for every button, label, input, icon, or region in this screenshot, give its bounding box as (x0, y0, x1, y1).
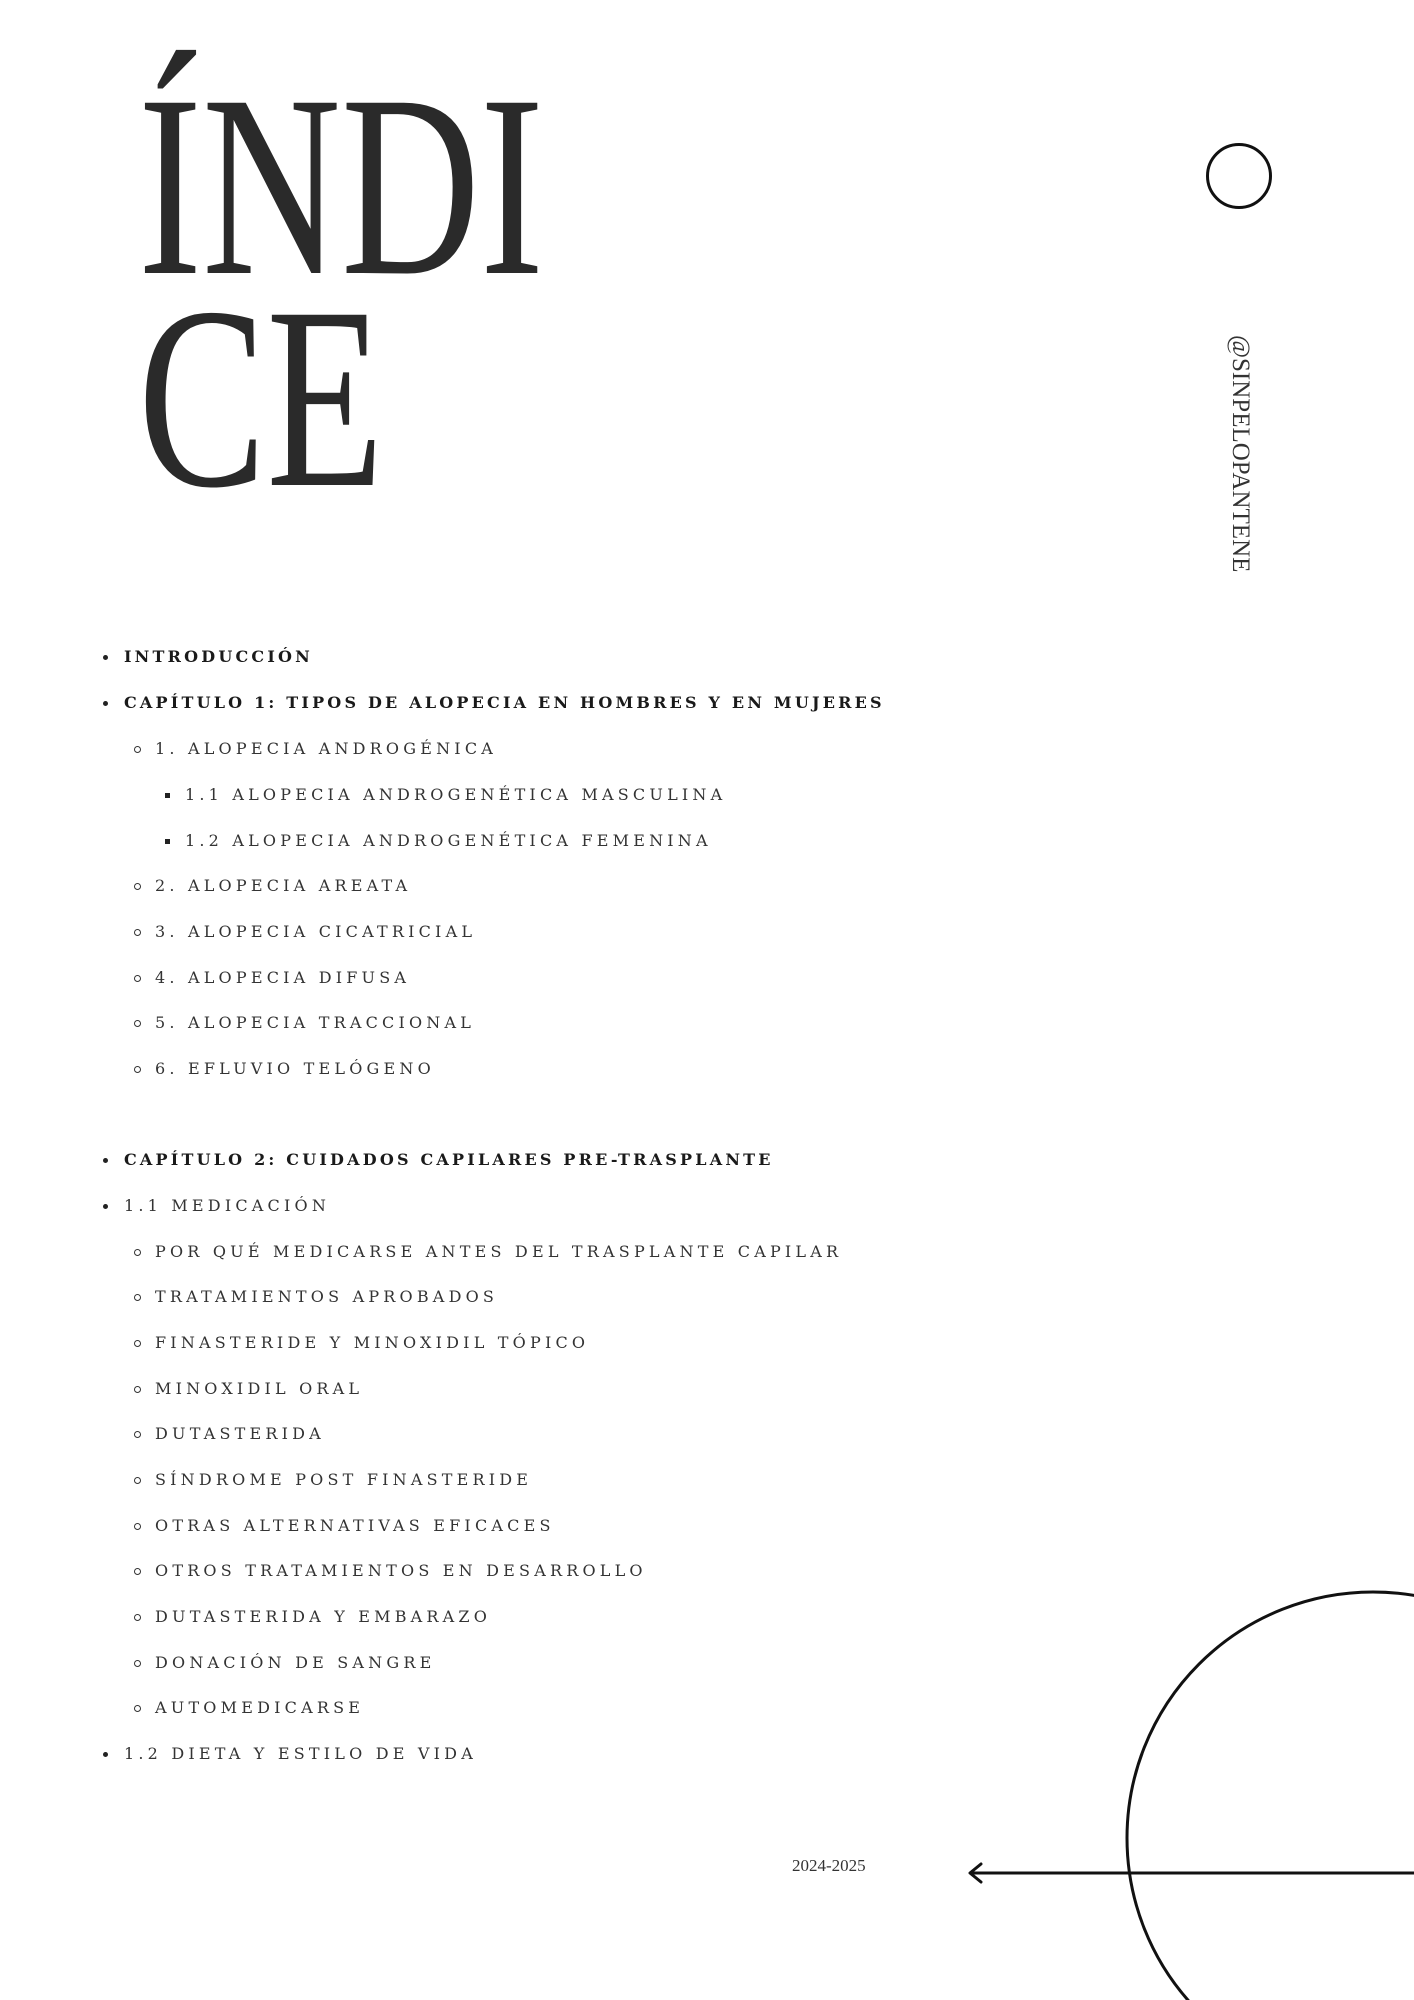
toc-item-label: 3. ALOPECIA CICATRICIAL (155, 922, 477, 941)
toc-item-label: DUTASTERIDA Y EMBARAZO (155, 1607, 492, 1626)
toc-item-label: FINASTERIDE Y MINOXIDIL TÓPICO (155, 1333, 590, 1352)
toc-item-label: 6. EFLUVIO TELÓGENO (155, 1059, 435, 1078)
toc-item-label: DUTASTERIDA (155, 1424, 325, 1443)
toc-item-label: OTROS TRATAMIENTOS EN DESARROLLO (155, 1561, 647, 1580)
toc-item-label: DONACIÓN DE SANGRE (155, 1653, 436, 1672)
toc-item-label: 1.1 ALOPECIA ANDROGENÉTICA MASCULINA (185, 785, 727, 804)
toc-item-label: INTRODUCCIÓN (124, 647, 313, 666)
toc-item-label: POR QUÉ MEDICARSE ANTES DEL TRASPLANTE CAPILAR (155, 1242, 843, 1261)
page-title-line-1: ÍNDI (138, 42, 545, 330)
toc-item-label: MINOXIDIL ORAL (155, 1379, 364, 1398)
arrow-left-icon (970, 1864, 1414, 1882)
toc-item-label: CAPÍTULO 1: TIPOS DE ALOPECIA EN HOMBRES Y EN MUJERES (124, 693, 885, 712)
toc-item-label: 1.2 ALOPECIA ANDROGENÉTICA FEMENINA (185, 831, 712, 850)
toc-item-label: 2. ALOPECIA AREATA (155, 876, 412, 895)
page-title-line-2: CE (138, 254, 384, 542)
toc-item-label: 1.2 DIETA Y ESTILO DE VIDA (124, 1744, 477, 1763)
toc-item-label: 4. ALOPECIA DIFUSA (155, 968, 411, 987)
toc-item-label: 5. ALOPECIA TRACCIONAL (155, 1013, 476, 1032)
toc-item-label: AUTOMEDICARSE (155, 1698, 365, 1717)
toc-item-label: 1. ALOPECIA ANDROGÉNICA (155, 739, 498, 758)
toc-item-label: SÍNDROME POST FINASTERIDE (155, 1470, 533, 1489)
social-handle: @SINPELOPANTENE (1227, 335, 1254, 573)
year-label: 2024-2025 (792, 1856, 866, 1875)
toc-item-label: TRATAMIENTOS APROBADOS (155, 1287, 499, 1306)
toc-item-label: 1.1 MEDICACIÓN (124, 1196, 331, 1215)
toc-item-label: OTRAS ALTERNATIVAS EFICACES (155, 1516, 555, 1535)
toc-item-label: CAPÍTULO 2: CUIDADOS CAPILARES PRE-TRASPLANTE (124, 1150, 774, 1169)
